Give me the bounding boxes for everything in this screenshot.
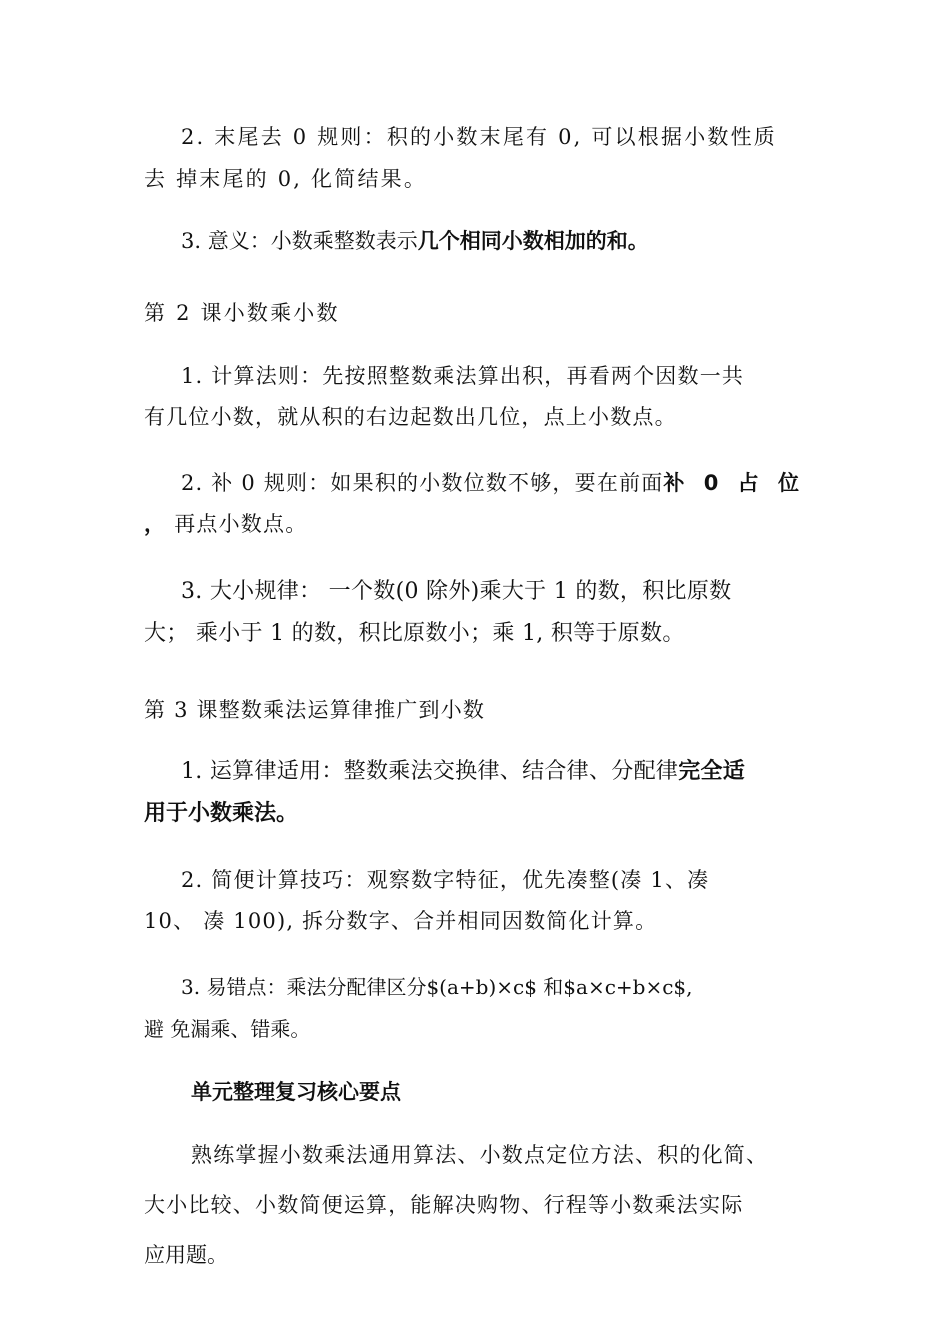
paragraph-line: 熟练掌握小数乘法通用算法、小数点定位方法、积的化简、 bbox=[191, 1143, 769, 1167]
bold-text-run: 几个相同小数相加的和。 bbox=[417, 229, 649, 253]
text-run: 3. 意义：小数乘整数表示 bbox=[181, 229, 418, 253]
text-run: 再点小数点。 bbox=[174, 512, 308, 536]
paragraph-line: 去 掉末尾的 0, 化简结果。 bbox=[144, 167, 428, 191]
paragraph-line: 大； 乘小于 1 的数，积比原数小；乘 1, 积等于原数。 bbox=[144, 621, 685, 646]
paragraph-line: 2. 末尾去 0 规则：积的小数末尾有 0, 可以根据小数性质 bbox=[181, 125, 778, 149]
paragraph-line bbox=[144, 510, 950, 538]
paragraph-line bbox=[181, 469, 950, 497]
paragraph-line: 有几位小数，就从积的右边起数出几位，点上小数点。 bbox=[144, 405, 677, 429]
paragraph-line: 1. 计算法则：先按照整数乘法算出积，再看两个因数一共 bbox=[181, 364, 745, 388]
paragraph-line: 用于小数乘法。 bbox=[144, 801, 299, 826]
bold-text-run: 补 0 占 位 bbox=[663, 471, 805, 495]
paragraph-line bbox=[181, 758, 950, 786]
paragraph-line: 避 免漏乘、错乘。 bbox=[144, 1017, 311, 1041]
text-run: 2. 补 0 规则：如果积的小数位数不够，要在前面 bbox=[181, 471, 664, 495]
paragraph-line: 10、 凑 100), 拆分数字、合并相同因数简化计算。 bbox=[144, 909, 658, 933]
lesson-heading: 第 2 课小数乘小数 bbox=[144, 301, 340, 325]
paragraph-line: 应用题。 bbox=[144, 1243, 228, 1267]
bold-text-run: 完全适 bbox=[678, 759, 746, 784]
lesson-heading: 第 3 课整数乘法运算律推广到小数 bbox=[144, 698, 486, 722]
paragraph-line: 大小比较、小数简便运算，能解决购物、行程等小数乘法实际 bbox=[144, 1193, 744, 1217]
paragraph-line bbox=[181, 227, 950, 255]
section-heading: 单元整理复习核心要点 bbox=[191, 1080, 401, 1104]
bold-text-run: ， bbox=[144, 512, 167, 536]
text-run: 1. 运算律适用：整数乘法交换律、结合律、分配律 bbox=[181, 759, 679, 784]
paragraph-line: 2. 简便计算技巧：观察数字特征，优先凑整(凑 1、凑 bbox=[181, 868, 710, 892]
paragraph-line: 3. 大小规律： 一个数(0 除外)乘大于 1 的数，积比原数 bbox=[181, 579, 732, 604]
paragraph-line: 3. 易错点：乘法分配律区分$(a+b)×c$ 和$a×c+b×c$, bbox=[181, 975, 693, 999]
